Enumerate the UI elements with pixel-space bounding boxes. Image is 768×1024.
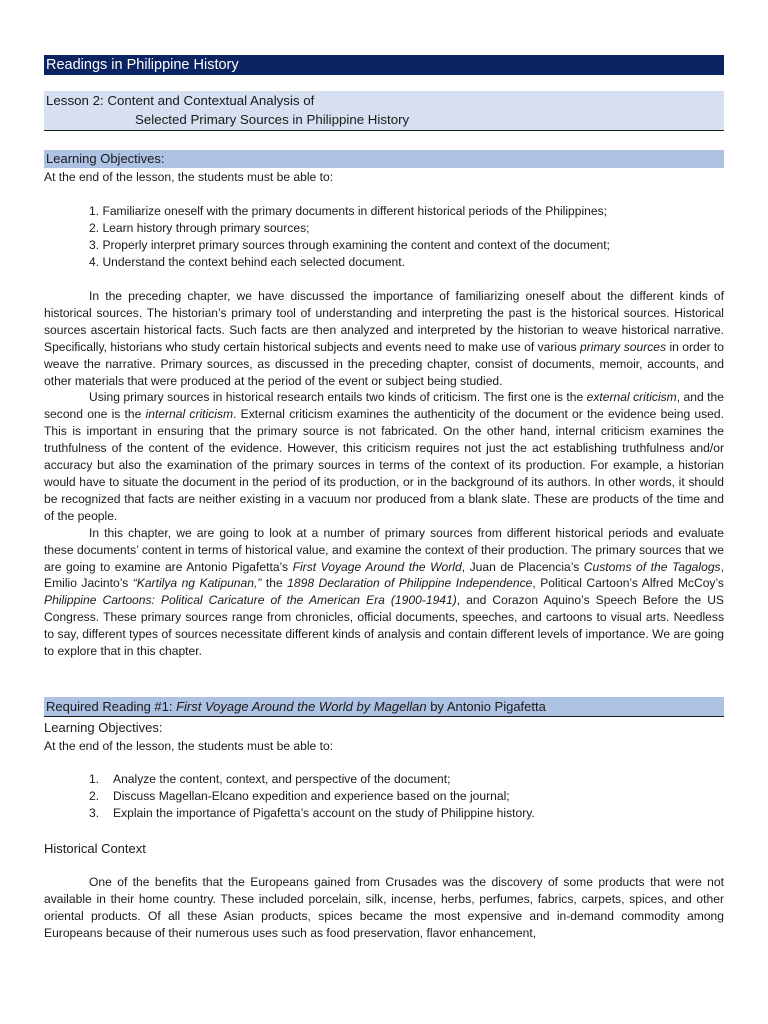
reading-objectives-list (89, 771, 724, 822)
historical-context-paragraph: One of the benefits that the Europeans gained from Crusades was the discovery of some products that were not available in their home country. These included porcelain, silk, incense, herbs, perfumes, fabrics, carpets, spices, and other oriental products. Of all these Asian products, spices became the most expensive and in-demand commodity among Europeans because of their numerous uses such as food preservation, flavor enhancement, (44, 875, 724, 940)
paragraph-3: In this chapter, we are going to look at a number of primary sources from different historical periods and evaluate these documents’ content in terms of historical value, and examine the context of their production. The primary sources that we are going to examine are Antonio Pigafetta’s First Voyage Around the World, Juan de Placencia’s Customs of the Tagalogs, Emilio Jacinto’s “Kartilya ng Katipunan,” the 1898 Declaration of Philippine Independence, Political Cartoon’s Alfred McCoy’s Philippine Cartoons: Political Caricature of the American Era (1900-1941), and Corazon Aquino’s Speech Before the US Congress. These primary sources range from chronicles, official documents, speeches, and cartoons to visual arts. Needless to say, different types of sources necessitate different kinds of analysis and contain different levels of importance. We are going to explore that in this chapter. (44, 525, 724, 659)
reading-objectives-intro: At the end of the lesson, the students must be able to: (44, 739, 334, 753)
lesson-title-box (44, 91, 724, 131)
lesson-title-line1: Lesson 2: Content and Contextual Analysis of (46, 93, 315, 108)
lesson-title-line2: Selected Primary Sources in Philippine History (135, 112, 410, 127)
historical-context-body (44, 874, 724, 942)
objective-item: 3. Properly interpret primary sources through examining the content and context of the document; (89, 237, 610, 252)
paragraph-2: Using primary sources in historical research entails two kinds of criticism. The first one is the external criticism, and the second one is the internal criticism. External criticism examines the authenticity of the document or the evidence being used. This is important in ensuring that the primary source is not fabricated. On the other hand, internal criticism examines the truthfulness of the content of the evidence. However, this criticism requires not just the act establishing truthfulness and/or accuracy but also the examination of the primary sources in terms of the context of its production. For example, a historian would have to situate the document in the period of its production, or in the background of its authors. In other words, it should be recognized that facts are neither existing in a vacuum nor produced from a blank slate. These are products of the time and of the people. (44, 390, 724, 523)
objectives-list (89, 203, 724, 271)
objective-item: 2. Learn history through primary sources; (89, 220, 310, 235)
body-paragraphs (44, 288, 724, 660)
course-title-bar: Readings in Philippine History (44, 55, 724, 75)
reading-objective-item: 2. Discuss Magellan-Elcano expedition and experience based on the journal; (89, 788, 510, 803)
objective-item: 1. Familiarize oneself with the primary documents in different historical periods of the Philippines; (89, 204, 608, 218)
document-page (44, 0, 724, 1024)
paragraph-1: In the preceding chapter, we have discussed the importance of familiarizing oneself about the different kinds of historical sources. The historian’s primary tool of understanding and interpreting the past is the historical sources. Historical sources ascertain historical facts. Such facts are then analyzed and interpreted by the historian to weave historical narrative. Specifically, historians who study certain historical subjects and events need to make use of various primary sources in order to weave the narrative. Primary sources, as discussed in the preceding chapter, consist of documents, memoir, accounts, and other materials that were produced at the period of the event or subject being studied. (44, 289, 724, 388)
reading-objective-item: 3. Explain the importance of Pigafetta’s account on the study of Philippine history. (89, 805, 535, 820)
objective-item: 4. Understand the context behind each selected document. (89, 254, 405, 269)
objectives-intro: At the end of the lesson, the students must be able to: (44, 170, 334, 184)
learning-objectives-heading: Learning Objectives: (44, 150, 724, 168)
reading-objective-item: 1. Analyze the content, context, and perspective of the document; (89, 772, 451, 786)
historical-context-heading: Historical Context (44, 841, 146, 856)
required-reading-heading: Required Reading #1: First Voyage Around the World by Magellan by Antonio Pigafetta (44, 697, 724, 717)
reading-objectives-heading: Learning Objectives: (44, 720, 163, 735)
